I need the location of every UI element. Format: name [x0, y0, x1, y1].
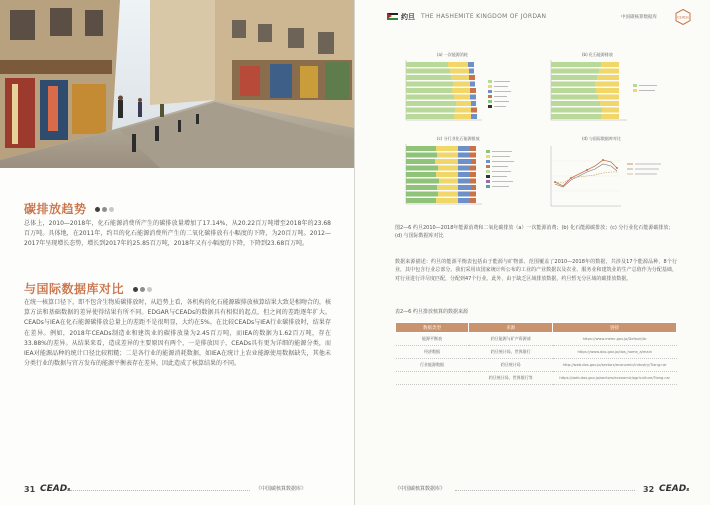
- title-dots: [133, 287, 152, 292]
- table-header-cell: 来源: [469, 323, 553, 333]
- table-cell: [396, 372, 469, 385]
- table-cell: 行业能源数据: [396, 359, 469, 372]
- table-cell: 约旦统计局: [469, 359, 553, 372]
- chart-c-legend: [486, 150, 514, 188]
- brand-suffix: s: [686, 487, 690, 493]
- chart-a-bars: [406, 62, 477, 119]
- chart-b-legend: [633, 84, 657, 92]
- section-title-emission-trend: [24, 200, 114, 217]
- chart-a-title: (a) 一次能源消耗: [437, 52, 468, 57]
- right-page: [355, 0, 710, 505]
- section-title-database-comparison: [24, 280, 152, 297]
- table-link-cell[interactable]: http://web.dos.gov.jo/sectors/economic/industry/?lang=ar: [553, 359, 677, 372]
- dot: [140, 287, 145, 292]
- table-header-cell: 链接: [553, 323, 677, 333]
- country-name-cn: 约旦: [401, 13, 415, 21]
- ceads-logo-text: [40, 484, 70, 494]
- chart-a-legend: [488, 80, 511, 108]
- brand-suffix: s: [67, 487, 71, 493]
- book-title: 《中国碳核算数据库》: [395, 486, 446, 492]
- chart-d-title: (d) 与国际数据库对比: [582, 136, 621, 141]
- chart-d-line-iea: [555, 164, 617, 187]
- figure-2-6: [392, 50, 677, 218]
- chart-b-fossil-emissions: [537, 58, 677, 130]
- chart-d-line-edgar: [555, 172, 617, 183]
- data-source-table: [395, 322, 677, 385]
- table-row: [396, 372, 677, 385]
- chart-a-primary-energy: [392, 58, 532, 130]
- table-row: [396, 346, 677, 359]
- table-header-cell: 数据类型: [396, 323, 469, 333]
- chart-c-sector-emissions: [392, 142, 532, 218]
- section-title-text: 与国际数据库对比: [24, 282, 125, 296]
- hexagon-logo-text: CEADs: [677, 15, 689, 20]
- emission-trend-paragraph: 总体上，2010—2018年，化石能源消费所产生的碳排放量增加了17.14%，从20.22百万吨增至2018年的23.68百万吨。具体地，在2011年，约旦的化石能源消费所产生的二氧化碳排放有小幅度的下降，为20百万吨。2012—2017年呈现增长态势，增长到2017年的25.85百万吨，2018年又有小幅度的下降，下降到23.68百万吨。: [24, 220, 331, 248]
- data-source-paragraph: 数据来源描述：约旦的能源平衡表包括由于能源与矿物部、范围覆盖了2010—2018年的数据，共涉及17个能源品种，8个行业，其中包含行业总部分。我们采用该国家统计所公布的工业的产业数据以及农业、服务业和建筑业的生产总值作为分配基础，对行业进行详尽度匹配，分配到47个行业。此外，由于缺乏区域排放数据，约旦暂无分区域的碳排放数据。: [395, 259, 677, 282]
- brand-text: CEAD: [659, 484, 687, 494]
- dot: [109, 207, 114, 212]
- chart-c-bars: [406, 146, 476, 203]
- table-link-cell[interactable]: https://www.memr.gov.jo/Default/Ar: [553, 333, 677, 346]
- footer-rule: [455, 490, 635, 491]
- table-cell: 经济数据: [396, 346, 469, 359]
- chart-b-title: (b) 化石能源排放: [582, 52, 613, 57]
- dot: [147, 287, 152, 292]
- page-header: [355, 8, 710, 24]
- country-name-en: THE HASHEMITE KINGDOM OF JORDAN: [421, 13, 547, 20]
- left-footer: [0, 483, 354, 497]
- dot: [102, 207, 107, 212]
- title-dots: [95, 207, 114, 212]
- table-link-cell[interactable]: https://web.dos.gov.jo/sectors/economic/agriculture/?lang=ar: [553, 372, 677, 385]
- chart-c-title: (c) 分行业化石能源排放: [437, 136, 480, 141]
- table-caption: 表2—6 约旦排放核算的数据来源: [395, 309, 468, 315]
- section-title-text: 碳排放趋势: [24, 202, 87, 216]
- table-cell: 约旦统计局、世界银行等: [469, 372, 553, 385]
- chart-d-database-comparison: [537, 142, 677, 218]
- table-row: [396, 333, 677, 346]
- book-title: 《中国碳核算数据库》: [256, 486, 307, 492]
- brand-text: CEAD: [40, 484, 68, 494]
- chart-d-legend: [627, 164, 661, 174]
- table-cell: 约旦能源与矿产资源部: [469, 333, 553, 346]
- jordan-flag-icon: [387, 13, 398, 20]
- page-number: 31: [24, 485, 36, 494]
- table-row: [396, 359, 677, 372]
- chart-d-line-ceads: [555, 160, 617, 186]
- database-comparison-paragraph: 在统一核算口径下，即不包含生物质碳排放时，从趋势上看，各机构的化石能源碳排放核算结果大致是相吻合的，核算方法和基础数据的差异使得结果有所不同。EDGAR与CEADs的数据具有相似的起点，但之间的差距逐年扩大。CEADs与IEA在化石能源碳排放总量上的差距不是很明显，大约在5%。在比较CEADs与IEA行业碳排放时，结果存在差异。例如，2018年CEADs制造业和建筑业的碳排放量为2.45百万吨，而IEA的数据为1.62百万吨，存在33.88%的差异。从结果来看，造成差异的主要原因有两个，一是排放因子，CEADs具有更为详细的能源分类，而IEA对能源品种的统计口径比较粗糙；二是各行业的能源消耗数据，如IEA在统计上农业能源使用数据缺失，其他未分类行业的数据与官方发布的能源平衡表存在差异，因此造成了核算结果的不同。: [24, 299, 331, 368]
- street-photo: [0, 0, 355, 168]
- table-cell: 约旦统计局、世界银行: [469, 346, 553, 359]
- footer-rule: [70, 490, 250, 491]
- table-link-cell[interactable]: https://www.dos.gov.jo/dos_home_a/main: [553, 346, 677, 359]
- ceads-logo-text: [659, 484, 689, 494]
- chart-b-bars: [551, 62, 619, 119]
- series-name: 中国碳核算数据库: [621, 15, 657, 20]
- right-footer: [355, 483, 710, 497]
- dot: [133, 287, 138, 292]
- page-number: 32: [643, 485, 655, 494]
- ceads-hexagon-logo-icon: [675, 9, 691, 25]
- table-cell: 能源平衡表: [396, 333, 469, 346]
- figure-caption: 图2—6 约旦2010—2018年能源消费和二氧化碳排放（a）一次能源消费；(b) 化石能源碳排放；(c) 分行业化石能源碳排放；(d) 与国际数据库对比: [395, 225, 674, 239]
- table-header-row: [396, 323, 677, 333]
- street-scene-image: [0, 0, 355, 168]
- dot: [95, 207, 100, 212]
